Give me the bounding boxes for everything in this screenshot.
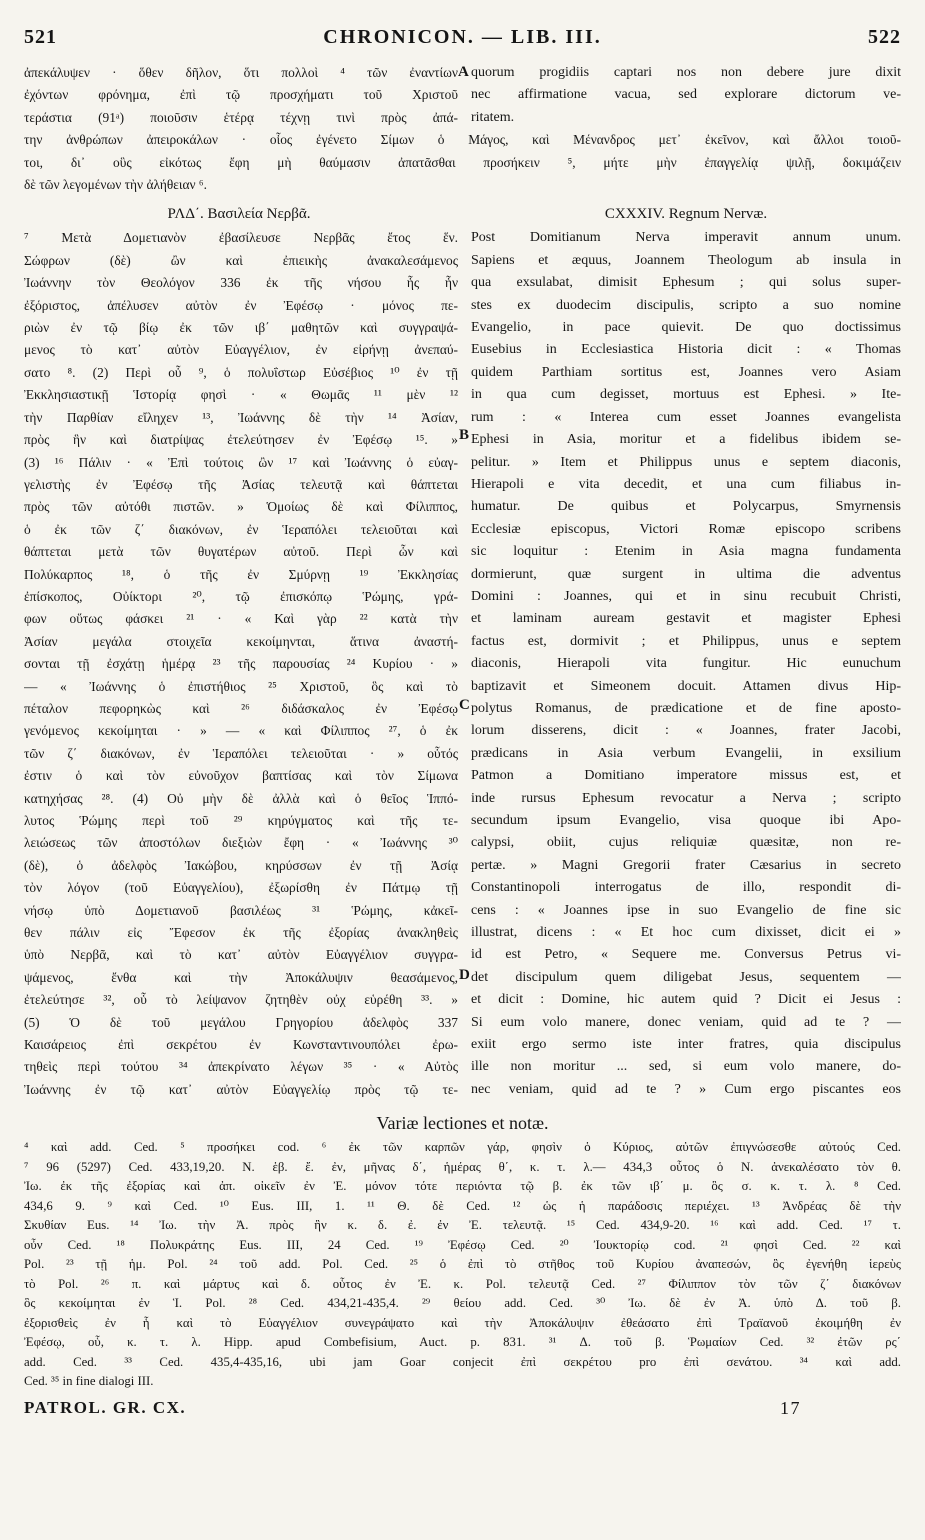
text-line: ὁ ἐκ τῶν ζ΄ διακόνων, ἐν Ἱεραπόλει τελειοῦται καὶ	[24, 521, 458, 537]
notes-title: Variæ lectiones et notæ.	[376, 1113, 549, 1134]
text-line: stes ex duodecim discipulis, scripto a suo nomine	[471, 297, 901, 313]
text-line: Ἐφέσῳ, οὗ, κ. τ. λ. Hipp. apud Combefisium, Auct. p. 831. ³¹ Δ. τοῦ β. Ῥωμαίων Ced. ³² ἐτῶν ρς΄	[24, 1335, 901, 1350]
text-line: exiit ergo sermo iste inter fratres, quia discipulus	[471, 1037, 901, 1053]
text-line: τῶν ζ΄ διακόνων, ἐν Ἱεραπόλει τελειοῦται · » οὗτός	[24, 745, 458, 761]
text-line: add. Ced. ³³ Ced. 435,4-435,16, ubi jam Goar conjecit ἐπὶ σεκρέτου pro ἐπὶ σενάτου. ³⁴ καὶ add.	[24, 1354, 901, 1369]
section-heading	[24, 206, 901, 223]
text-line: Domini : Joannes, qui et in sinu recubuit Christi,	[471, 588, 901, 604]
signature-number: 17	[780, 1397, 801, 1418]
text-line: ὑπὸ Νερβᾶ, καὶ τὸ κατ᾽ αὐτὸν Εὐαγγέλιον συγγρα-	[24, 947, 458, 963]
text-line: inde rursus Ephesum revocatur a Nerva ; scripto	[471, 790, 901, 806]
text-line: πρὸς τῶν αὐτόθι πιστῶν. » Ὁμοίως δὲ καὶ Φίλιππος,	[24, 499, 458, 515]
text-line: lorum disserens, dicit : « Joannes, frater Jacobi,	[471, 723, 901, 739]
text-line: rum : « Interea cum esset Joannes evangelista	[471, 409, 901, 425]
text-line: Ecclesiæ episcopus, Victori Romæ episcopo scribens	[471, 521, 901, 537]
text-line: ἐτελεύτησε ³², οὗ τὸ λείψανον ζητηθὲν οὐχ εὑρέθη ³³. »	[24, 992, 458, 1008]
text-line: Ἰωάννης ἐν τῷ κατ᾽ αὐτὸν Εὐαγγελίῳ πρὸς τῷ τε-	[24, 1081, 458, 1097]
page	[24, 26, 901, 1419]
text-line: πέταλον πεφορηκὼς καὶ ²⁶ διδάσκαλος ἐν Ἐφέσῳ	[24, 700, 458, 716]
text-line: (δὲ), ὁ ἀδελφὸς Ἰακώβου, κηρύσσων ἐν τῇ Ἀσίᾳ	[24, 857, 458, 873]
page-footer	[24, 1398, 901, 1419]
text-line: ἐστιν ὁ καὶ τὸν εὐνοῦχον βαπτίσας καὶ τὸν Σίμωνα	[24, 768, 458, 784]
text-line: δὲ τῶν λεγομένων τὴν ἀλήθειαν ⁶.	[24, 177, 207, 193]
text-line: Ἰω. ἐκ τῆς ἐξορίας καὶ ἀπ. οἰκεῖν ἐν Ἐ. μόνον τότε περιόντα τῷ β. ἐκ τῶν ιβ΄ μ. ὃς σ. κ. τ. λ. ⁸ Ced.	[24, 1179, 901, 1194]
margin-marker-c: C	[459, 697, 470, 714]
text-line: ἀπεκάλυψεν · ὅθεν δῆλον, ὅτι πολλοὶ ⁴ τῶν ἐναντίων	[24, 65, 458, 80]
text-line: quorum progidiis captari nos non debere jure dixit	[471, 65, 901, 80]
text-line: 434,6 9. ⁹ καὶ Ced. ¹⁰ Eus. III, 1. ¹¹ Θ. δὲ Ced. ¹² ὡς ἡ παράδοσις περιέχει. ¹³ Ἀνδρέας δὲ τὴν	[24, 1198, 901, 1213]
running-header	[24, 26, 901, 56]
text-line: (5) Ὁ δὲ τοῦ μεγάλου Γρηγορίου ἀδελφὸς 337	[24, 1014, 458, 1030]
text-line: Sapiens et æquus, Joannem Theologum ab insula in	[471, 252, 901, 268]
top-latin	[471, 62, 901, 129]
text-line: πρὸς ἣν καὶ διατρίψας ἐτελεύτησεν ἐν Ἐφέσῳ ¹⁵. »	[24, 432, 458, 448]
text-line: Patmon a Domitiano imperatore missus est, et	[471, 768, 901, 784]
text-line: Post Domitianum Nerva imperavit annum unum.	[471, 230, 901, 246]
text-line: ⁴ καὶ add. Ced. ⁵ προσήκει cod. ⁶ ἐκ τῶν καρπῶν γάρ, φησὶν ὁ Κύριος, αὐτῶν ἐπιγνώσεσθε αὐτούς Ced.	[24, 1140, 901, 1155]
text-line: prædicans in Asia verbum Evangelii, in exsilium	[471, 745, 901, 761]
text-line: et laminam auream gestavit et magister Ephesi	[471, 611, 901, 627]
text-line: Πολύκαρπος ¹⁸, ὁ τῆς ἐν Σμύρνῃ ¹⁹ Ἐκκλησίας	[24, 566, 458, 582]
right-page-number: 522	[867, 26, 901, 48]
text-line: νήσῳ ὑπὸ Δομετιανοῦ βασιλέως ³¹ Ῥώμης, κἀκεῖ-	[24, 902, 458, 918]
text-line: Καισάρειος ἐπὶ σεκρέτου ἐν Κωνσταντινουπόλει ἐρω-	[24, 1037, 458, 1053]
text-line: σατο ⁸. (2) Περὶ οὗ ⁹, ὁ πολυΐστωρ Εὐσέβιος ¹⁰ ἐν τῇ	[24, 364, 458, 380]
text-line: τὸν λόγον (τοῦ Εὐαγγελίου), ἐξωρίσθη ἐν Πάτμῳ τῇ	[24, 880, 458, 896]
text-line: baptizavit et Simeonem docuit. Attamen divus Hip-	[471, 678, 901, 694]
top-block	[24, 62, 901, 196]
text-line: ὃς κεκοίμηται ἐν Ἱ. Pol. ²⁸ Ced. 434,21-435,4. ²⁹ θείου add. Ced. ³⁰ Ἰω. δὲ ἐν Ἀ. ὑπὸ Δ. τοῦ β.	[24, 1296, 901, 1311]
text-line: (3) ¹⁶ Πάλιν · « Ἐπὶ τούτοις ὢν ¹⁷ καὶ Ἰωάννης ὁ εὐαγ-	[24, 454, 458, 470]
text-line: τὴν Παρθίαν εἴληχεν ¹³, Ἰωάννης δὲ τὴν ¹⁴ Ἀσίαν,	[24, 409, 458, 425]
text-line: ἐξόριστος, ἀπέλυσεν αὐτὸν ἐν Ἐφέσῳ · μόνος πε-	[24, 297, 458, 313]
greek-section-title: ΡΛΔ΄. Βασιλεία Νερβᾶ.	[167, 206, 311, 223]
text-line: τηθεὶς περὶ τούτου ³⁴ ἀπεκρίνατο λέγων ³⁵ · « Αὐτὸς	[24, 1059, 458, 1075]
text-line: Ἀσίαν μεγάλα στοιχεῖα κεκοίμηνται, ἅτινα ἀναστή-	[24, 633, 458, 649]
text-line: pelitur. » Item et Philippus unus e septem diaconis,	[471, 454, 901, 470]
text-line: Σκυθίαν Eus. ¹⁴ Ἰω. τὴν Ἀ. πρὸς ἣν κ. δ. ἐ. ἐν Ἐ. τελευτᾷ. ¹⁵ Ced. 434,9-20. ¹⁶ καὶ add. Ced. ¹⁷ τ.	[24, 1218, 901, 1233]
left-page-number: 521	[24, 26, 57, 48]
text-line: γενόμενος κεκοίμηται · » — « καὶ Φίλιππος ²⁷, ὁ ἐκ	[24, 723, 458, 739]
text-line: τοι, δι᾽ οὓς εἰκότως ἔφη μὴ θαύμασιν ἀπατᾶσθαι προσήκειν ⁵, μήτε μὴν ἐπαγγελίᾳ ψιλῇ, δοκιμάζειν	[24, 154, 901, 170]
margin-marker-a: A	[458, 64, 469, 80]
text-line: Evangelio, in pace quievit. De quo doctissimus	[471, 320, 901, 336]
text-line: ille non moritur ... sed, si eum volo manere, do-	[471, 1059, 901, 1075]
text-line: ritatem.	[471, 109, 515, 125]
text-line: ⁷ Μετὰ Δομετιανὸν ἐβασίλευσε Νερβᾶς ἔτος ἕν.	[24, 230, 458, 246]
text-line: dormierunt, quæ surgent in ultima die adventus	[471, 566, 901, 582]
latin-section-title: CXXXIV. Regnum Nervæ.	[604, 206, 768, 223]
text-line: det discipulum quem diligebat Jesus, sequentem —	[471, 969, 901, 985]
text-line: ἐξορισθεὶς ἐν ἧ καὶ τὸ Εὐαγγέλιον συνεγράψατο καὶ τὴν Ἀποκάλυψιν ἐθεάσατο ἐπὶ Τραϊανοῦ ἐκοιμήθη ἐν	[24, 1315, 901, 1330]
text-line: ριὼν ἐν τῷ βίῳ ἐκ τῶν ιβ΄ μαθητῶν καὶ συγγραψά-	[24, 320, 458, 336]
text-line: Eusebius in Ecclesiastica Historia dicit : « Thomas	[471, 342, 901, 358]
text-line: — « Ἰωάννης ὁ ἐπιστήθιος ²⁵ Χριστοῦ, ὃς καὶ τὸ	[24, 678, 458, 694]
text-line: τὸ Pol. ²⁶ π. καὶ μάρτυς καὶ δ. οὗτος ἐν Ἐ. κ. Pol. τελευτᾷ Ced. ²⁷ Φίλιππον τὸν τῶν ζ΄ διακόνων	[24, 1276, 901, 1291]
text-line: σονται τῇ ἐσχάτῃ ἡμέρᾳ ²³ τῆς παρουσίας ²⁴ Κυρίου · »	[24, 656, 458, 672]
text-line: φων οὕτως φάσκει ²¹ · « Καὶ γὰρ ²² κατὰ τὴν	[24, 611, 458, 627]
text-line: Ἰωάννην τὸν Θεολόγον 336 ἐκ τῆς νήσου ἧς ἦν	[24, 275, 458, 291]
text-line: diaconis, Hierapoli vita fungitur. Hic eunuchum	[471, 656, 901, 672]
text-line: οὖν Ced. ¹⁸ Πολυκράτης Eus. III, 24 Ced. ¹⁹ Ἐφέσῳ Ced. ²⁰ Ἰουκτορίῳ cod. ²¹ φησὶ Ced. ²² καὶ	[24, 1237, 901, 1252]
margin-marker-d: D	[459, 967, 470, 984]
text-line: et dicit : Domine, hic autem quid ? Dicit ei Jesus :	[471, 992, 901, 1008]
text-line: ἐχόντων φρόνημα, ἐπὶ τῷ προσχήματι τοῦ Χριστοῦ	[24, 87, 458, 103]
latin-column	[471, 227, 901, 1101]
text-line: illustrat, dicens : « Et hoc cum dixisset, dicit ei »	[471, 925, 901, 941]
text-line: θάπτεται μετὰ τῶν θυγατέρων αὐτοῦ. Περὶ ὧν καὶ	[24, 544, 458, 560]
text-line: secundum ipsum Evangelio, visa quoque ibi Apo-	[471, 813, 901, 828]
text-line: ἐπίσκοπος, Οὐίκτορι ²⁰, τῷ ἐπισκόπῳ Ῥώμης, γρά-	[24, 588, 458, 604]
text-line: Si eum volo manere, donec veniam, quid ad te ? —	[471, 1014, 901, 1030]
text-line: Hierapoli e vita decedit, et una cum filiabus in-	[471, 476, 901, 492]
text-line: humatur. De quibus et Polycarpus, Smyrnensis	[471, 499, 901, 515]
text-line: την ἀνθρώπων ἀπειροκάλων · οἷος ἐγένετο Σίμων ὁ Μάγος, καὶ Μένανδρος μετ᾽ ἐκεῖνον, καὶ ἄλλοι τοιοῦ-	[24, 132, 901, 148]
text-line: nec veniam, quid ad te ? » Cum ergo piscantes eos	[471, 1081, 901, 1097]
text-line: ⁷ 96 (5297) Ced. 433,19,20. N. ἑβ. ἔ. ἐν, μῆνας δ΄, ἡμέρας θ΄, κ. τ. λ.— 434,3 οὗτος ὁ Ν. ἀνεκαλέσατο τὸν θ.	[24, 1159, 901, 1174]
text-line: τεράστια (91ᵃ) ποιοῦσιν ἑτέρᾳ τέχνῃ τινὶ πρὸς ἀπά-	[24, 109, 458, 125]
text-line: in qua cum degisset, mortuus est Ephesi. » Ite-	[471, 387, 901, 403]
text-line: id est Petro, « Sequere me. Conversus Petrus vi-	[471, 947, 901, 963]
text-line: Ephesi in Asia, moritur et a fidelibus ibidem se-	[471, 432, 901, 448]
text-line: factus est, dormivit ; et Philippus, unus e septem	[471, 633, 901, 649]
top-greek	[24, 62, 458, 129]
text-line: Σώφρων (δὲ) ὢν καὶ ἐπιεικὴς ἀνακαλεσάμενος	[24, 252, 458, 268]
variant-readings	[24, 1138, 901, 1392]
text-line: pertæ. » Magni Gregorii frater Cæsarius in secreto	[471, 857, 901, 873]
volume-reference: PATROL. GR. CX.	[24, 1397, 187, 1417]
text-line: qua exsulabat, dimisit Ephesum ; qui solus super-	[471, 275, 901, 291]
text-line: κατηχήσας ²⁸. (4) Οὐ μὴν δὲ ἀλλὰ καὶ ὁ θεῖος Ἱππό-	[24, 790, 458, 806]
text-line: Ἐκκλησιαστικῇ Ἱστορίᾳ φησὶ · « Θωμᾶς ¹¹ μὲν ¹²	[24, 387, 458, 403]
running-title: CHRONICON. — LIB. III.	[323, 26, 602, 48]
text-line: Constantinopoli interrogatus de illo, respondit di-	[471, 880, 901, 896]
text-line: γελιστὴς ἐν Ἐφέσῳ τῆς Ἀσίας τελευτᾷ καὶ θάπτεται	[24, 476, 458, 492]
text-line: Ced. ³⁵ in fine dialogi III.	[24, 1374, 154, 1389]
text-line: θεν πάλιν εἰς Ἔφεσον ἐκ τῆς ἐξορίας ἀνακληθεὶς	[24, 925, 458, 941]
text-line: μενος τὸ κατ᾽ αὐτὸν Εὐαγγέλιον, ἐν εἰρήνῃ ἀνεπαύ-	[24, 342, 458, 358]
greek-column	[24, 227, 458, 1101]
text-line: quidem Parthiam sortitus est, Joannes vero Asiam	[471, 364, 901, 380]
text-line: sic loquitur : Etenim in Asia magna fundamenta	[471, 544, 901, 560]
text-line: λυτος Ῥώμης περὶ τοῦ ²⁹ κηρύγματος καὶ τῆς τε-	[24, 813, 458, 828]
text-line: polytus Romanus, de prædicatione et de fine aposto-	[471, 700, 901, 716]
body-columns	[24, 227, 901, 1101]
top-full-width	[24, 129, 901, 196]
text-line: ψάμενος, ἔνθα καὶ τὴν Ἀποκάλυψιν θεασάμενος,	[24, 969, 458, 985]
text-line: calypsi, obiit, cujus reliquiæ quæsitæ, non re-	[471, 835, 901, 851]
text-line: λειώσεως τῶν ἀποστόλων διεξιὼν ἔφη · « Ἰωάννης ³⁰	[24, 835, 458, 851]
text-line: nec affirmatione vacua, sed explorare dictorum ve-	[471, 87, 901, 103]
text-line: cens : « Joannes ipse in suo Evangelio de fine sic	[471, 902, 901, 918]
margin-marker-b: B	[459, 427, 470, 444]
text-line: Pol. ²³ τῇ ἡμ. Pol. ²⁴ τοῦ add. Pol. Ced. ²⁵ ὁ ἐπὶ τὸ στῆθος τοῦ Κυρίου ἀναπεσών, ὃς ἐγενήθη ἱερεὺς	[24, 1257, 901, 1272]
